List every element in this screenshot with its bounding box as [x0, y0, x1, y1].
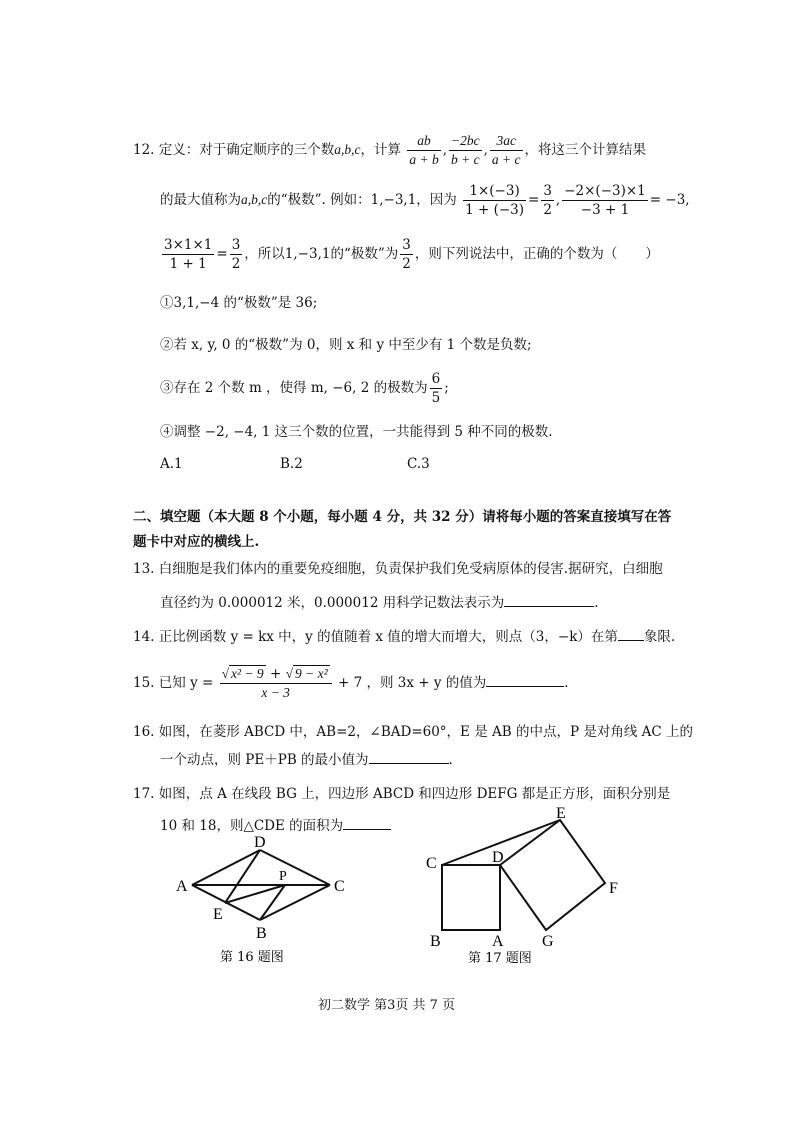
q17-answer-blank — [343, 815, 391, 830]
q14-answer-blank — [618, 626, 644, 641]
q14-number: 14. — [133, 629, 155, 645]
q12-statement-1: ①3,1,−4 的“极数”是 36; — [160, 295, 318, 311]
q12-s3-text: ③存在 2 个数 m ，使得 m, −6, 2 的极数为 — [160, 380, 428, 396]
q12-text-b: ，计算 — [360, 142, 402, 158]
label-b: B — [430, 933, 441, 950]
q14-line — [133, 625, 675, 645]
q12-eq2: = −3, — [649, 192, 690, 208]
q12-eq1: = — [528, 192, 540, 208]
q12-example-frac1: $\frac{1\times(-3)}{1 + (-3)}$ — [465, 183, 525, 218]
q12-option-c: C.3 — [407, 456, 430, 472]
q12-line2: 的最大值称为a,b,c的“极数”. 例如：1,−3,1，因为 $\frac{1\times(-3)}{1 + (-3)}$ = $\frac{3}{2}$ , $\frac{-2\times(-3)\times 1}{-3 + 1}$ = −3, — [160, 183, 690, 218]
q13-number: 13. — [133, 561, 155, 577]
q12-line3-b: ，则下列说法中，正确的个数为（ — [414, 246, 618, 262]
q13-line2 — [160, 591, 599, 611]
figure-17-caption: 第 17 题图 — [468, 951, 532, 966]
q13-text2: 直径约为 0.000012 米，0.000012 用科学记数法表示为 — [160, 595, 505, 611]
q15-fraction: $\frac{\text{√ x² − 9 + √ 9 − x²}}{x - 3}$ — [220, 665, 332, 702]
q14-end: 象限. — [643, 629, 676, 645]
label-d: D — [492, 849, 504, 866]
q13-end: . — [594, 595, 599, 611]
q12-frac-ab: $\frac{ab}{a + b}$ — [409, 133, 439, 167]
q13-text1: 白细胞是我们体内的重要免疫细胞，负责保护我们免受病原体的侵害.据研究，白细胞 — [158, 561, 663, 577]
q12-option-b: B.2 — [280, 456, 303, 472]
q15-text-b: + 7 ，则 3x + y 的值为 — [337, 675, 487, 691]
q15-answer-blank — [486, 672, 564, 687]
q12-statement-2: ②若 x, y, 0 的“极数”为 0，则 x 和 y 中至少有 1 个数是负数; — [160, 337, 532, 353]
q17-text1: 如图，点 A 在线段 BG 上，四边形 ABCD 和四边形 DEFG 都是正方形，面积分别是 — [158, 786, 671, 802]
figure-17 — [420, 800, 630, 970]
figure-16-caption: 第 16 题图 — [220, 950, 284, 965]
q12-text-c: ，将这三个计算结果 — [524, 142, 647, 158]
label-a: A — [176, 878, 188, 895]
q16-number: 16. — [133, 724, 155, 740]
q17-number: 17. — [133, 786, 155, 802]
q12-number: 12. — [133, 142, 155, 158]
q15-end: . — [564, 675, 569, 691]
q12-text-a: 定义：对于确定顺序的三个数 — [158, 142, 335, 158]
q15-sqrt2: 9 − x² — [295, 666, 328, 681]
q15-line — [133, 665, 569, 702]
edge-dc — [260, 850, 330, 885]
q12-statement-4: ④调整 −2, −4, 1 这三个数的位置，一共能得到 5 种不同的极数. — [160, 424, 553, 440]
q17-text2: 10 和 18，则△CDE 的面积为 — [160, 818, 344, 834]
q13-line1 — [133, 557, 663, 577]
q12-option-a: A.1 — [160, 456, 183, 472]
section2-heading-line2: 题卡中对应的横线上. — [133, 534, 260, 550]
q12-line3-c: ） — [645, 246, 659, 262]
q12-line2-a: 的最大值称为 — [160, 192, 241, 208]
q12-eq3: = — [216, 246, 228, 262]
figure-16 — [170, 835, 360, 970]
q16-line1 — [133, 720, 693, 740]
label-a: A — [492, 933, 504, 950]
q16-line2 — [160, 748, 453, 768]
label-e: E — [213, 906, 223, 923]
q17-line2 — [160, 814, 391, 834]
page-footer: 初二数学 第3页 共 7 页 — [318, 998, 456, 1013]
q12-s3-end: ; — [444, 380, 449, 396]
q16-end: . — [448, 752, 453, 768]
q16-answer-blank — [369, 749, 449, 764]
q12-frac-ac: $\frac{3ac}{a + c}$ — [491, 133, 521, 167]
q15-text-a: 已知 y = — [158, 675, 214, 691]
q12-s3-frac: $\frac{6}{5}$ — [431, 371, 441, 406]
label-p: P — [279, 869, 287, 884]
q12-line3 — [160, 236, 659, 273]
q12-line2-b: 的“极数”. 例如：1,−3,1，因为 — [267, 192, 457, 208]
q17-line1 — [133, 782, 670, 802]
label-f: F — [609, 880, 618, 897]
label-b: B — [256, 925, 267, 942]
label-d: D — [254, 835, 266, 851]
q14-text: 正比例函数 y = kx 中，y 的值随着 x 值的增大而增大，则点（3，−k）在第 — [158, 629, 618, 645]
q12-example-result3: $\frac{3}{2}$ — [231, 237, 241, 272]
q15-sqrt1: x² − 9 — [231, 666, 264, 681]
section2-heading-line1: 二、填空题（本大题 8 个小题，每小题 4 分，共 32 分）请将每小题的答案直接填写在答 — [133, 509, 672, 525]
q15-denominator: x − 3 — [261, 685, 290, 700]
q12-statement-3 — [160, 370, 449, 407]
q16-text2: 一个动点，则 PE＋PB 的最小值为 — [160, 752, 369, 768]
q12-vars: a,b,c — [334, 142, 361, 157]
q12-example-frac2: $\frac{-2\times(-3)\times 1}{-3 + 1}$ — [564, 183, 646, 218]
q16-text1: 如图，在菱形 ABCD 中，AB=2，∠BAD=60°，E 是 AB 的中点，P 是对角线 AC 上的 — [158, 724, 693, 740]
q13-answer-blank — [504, 592, 594, 607]
label-c: C — [426, 855, 437, 872]
q12-vars-2: a,b,c — [241, 192, 268, 207]
label-e: E — [556, 805, 566, 822]
label-c: C — [334, 878, 345, 895]
square-abcd — [442, 865, 500, 930]
q12-frac-bc: $\frac{-2bc}{b + c}$ — [451, 133, 480, 167]
edge-ad — [192, 850, 260, 885]
q12-line1: 12. 定义：对于确定顺序的三个数a,b,c，计算 $\frac{ab}{a + b}$ , $\frac{-2bc}{b + c}$ , $\frac{3ac}{a + c}$ ，将这三个计算结果 — [133, 133, 647, 167]
label-g: G — [542, 933, 554, 950]
q15-number: 15. — [133, 675, 155, 691]
q12-example-frac3: $\frac{3\times 1\times 1}{1 + 1}$ — [164, 237, 213, 272]
q12-line3-a: ，所以1,−3,1的“极数”为 — [244, 246, 399, 262]
q12-example-result1: $\frac{3}{2}$ — [543, 183, 552, 218]
q12-extreme-value: $\frac{3}{2}$ — [402, 237, 411, 272]
